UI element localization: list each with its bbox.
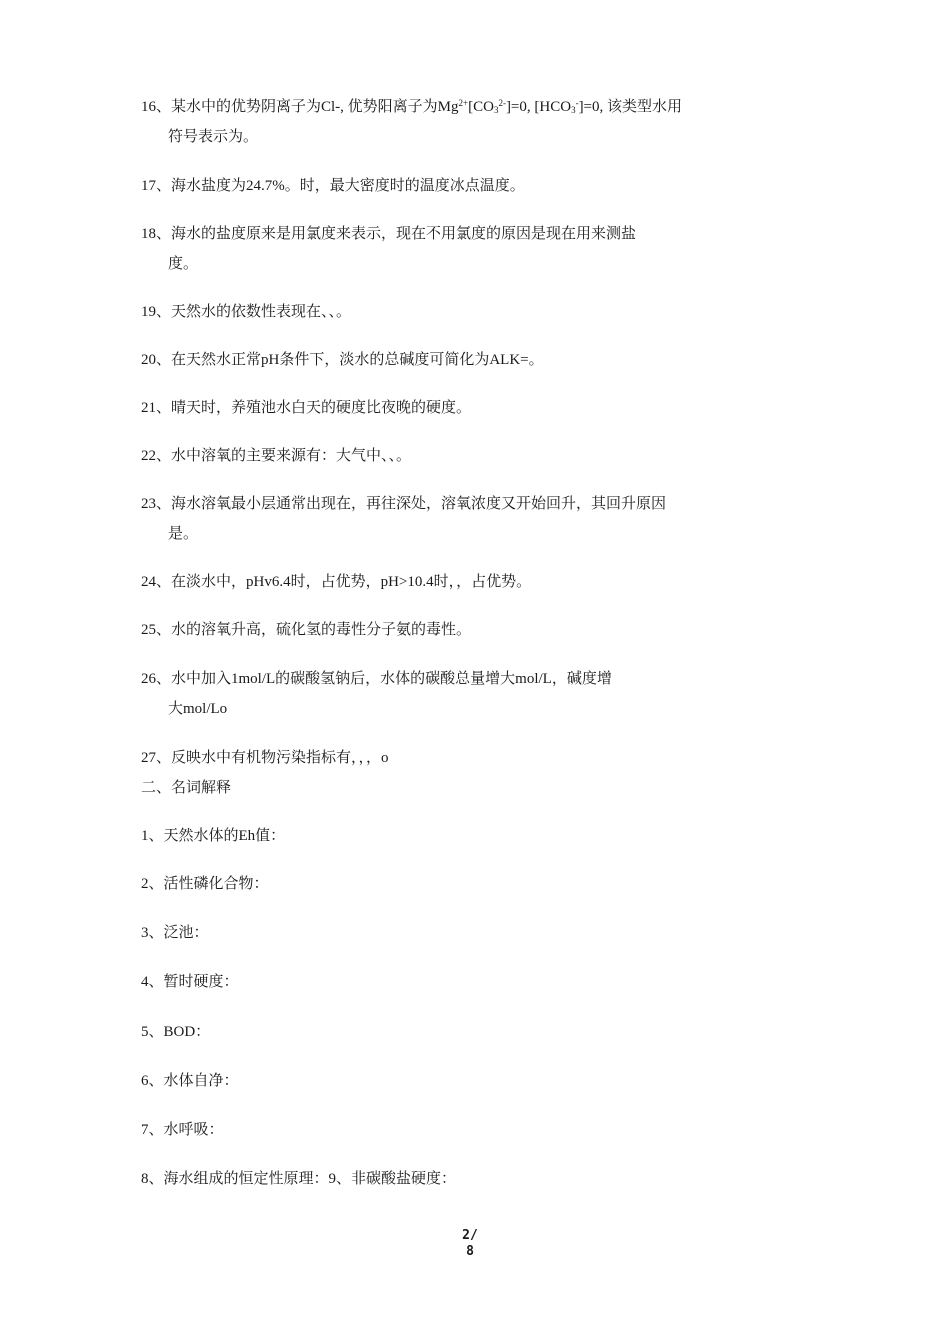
- term-item: 4、暂时硬度：: [141, 974, 239, 990]
- question-16: [141, 92, 781, 152]
- question-22: [141, 441, 781, 471]
- term-item: 6、水体自净：: [141, 1073, 239, 1089]
- question-17-text: 17、海水盐度为24.7%。时，最大密度时的温度冰点温度。: [141, 178, 525, 194]
- question-17: [141, 171, 781, 201]
- term-item: 5、BOD：: [141, 1024, 211, 1040]
- term-item: 2、活性磷化合物：: [141, 876, 269, 892]
- question-16-text: 16、某水中的优势阴离子为Cl-, 优势阳离子为$Mg^{2+}[CO_3^{2-}]=0$, $[HCO_3^-]=0$, 该类型水用: [141, 98, 683, 115]
- question-25: [141, 615, 781, 645]
- question-16-line2: 符号表示为。: [168, 129, 259, 145]
- term-item: 3、泛池：: [141, 925, 209, 941]
- question-23-line2: 是。: [168, 526, 199, 542]
- term-item: 7、水呼吸：: [141, 1122, 224, 1138]
- question-18: [141, 219, 781, 279]
- question-27-text: 27、反映水中有机物污染指标有，，，o: [141, 750, 389, 766]
- question-18-text: 18、海水的盐度原来是用氯度来表示，现在不用氯度的原因是现在用来测盐: [141, 226, 637, 242]
- question-19: [141, 297, 781, 327]
- page-number-total: 8: [466, 1244, 474, 1259]
- question-25-text: 25、水的溶氧升高，硫化氢的毒性分子氨的毒性。: [141, 622, 472, 638]
- question-26-line2: 大mol/Lo: [168, 701, 228, 717]
- question-22-text: 22、水中溶氧的主要来源有：大气中、、。: [141, 448, 412, 464]
- question-26: [141, 664, 781, 724]
- question-19-text: 19、天然水的依数性表现在、、。: [141, 304, 352, 320]
- section-heading: 二、名词解释: [141, 780, 232, 796]
- page-number: [450, 1228, 490, 1260]
- question-21-text: 21、晴天时，养殖池水白天的硬度比夜晚的硬度。: [141, 400, 472, 416]
- question-21: [141, 393, 781, 423]
- question-23: [141, 489, 781, 549]
- question-20-text: 20、在天然水正常pH条件下，淡水的总碱度可简化为ALK=。: [141, 352, 544, 368]
- question-27: [141, 743, 781, 773]
- question-18-line2: 度。: [168, 256, 199, 272]
- question-23-text: 23、海水溶氧最小层通常出现在，再往深处，溶氧浓度又开始回升，其回升原因: [141, 496, 667, 512]
- term-item: 8、海水组成的恒定性原理：9、非碳酸盐硬度：: [141, 1171, 457, 1187]
- question-24-text: 24、在淡水中，pHv6.4时，占优势，pH>10.4时，，占优势。: [141, 574, 532, 590]
- page-number-current: 2/: [462, 1228, 478, 1243]
- term-item: 1、天然水体的Eh值：: [141, 828, 286, 844]
- question-26-text: 26、水中加入1mol/L的碳酸氢钠后，水体的碳酸总量增大mol/L，碱度增: [141, 671, 612, 687]
- question-20: [141, 345, 781, 375]
- question-24: [141, 567, 781, 597]
